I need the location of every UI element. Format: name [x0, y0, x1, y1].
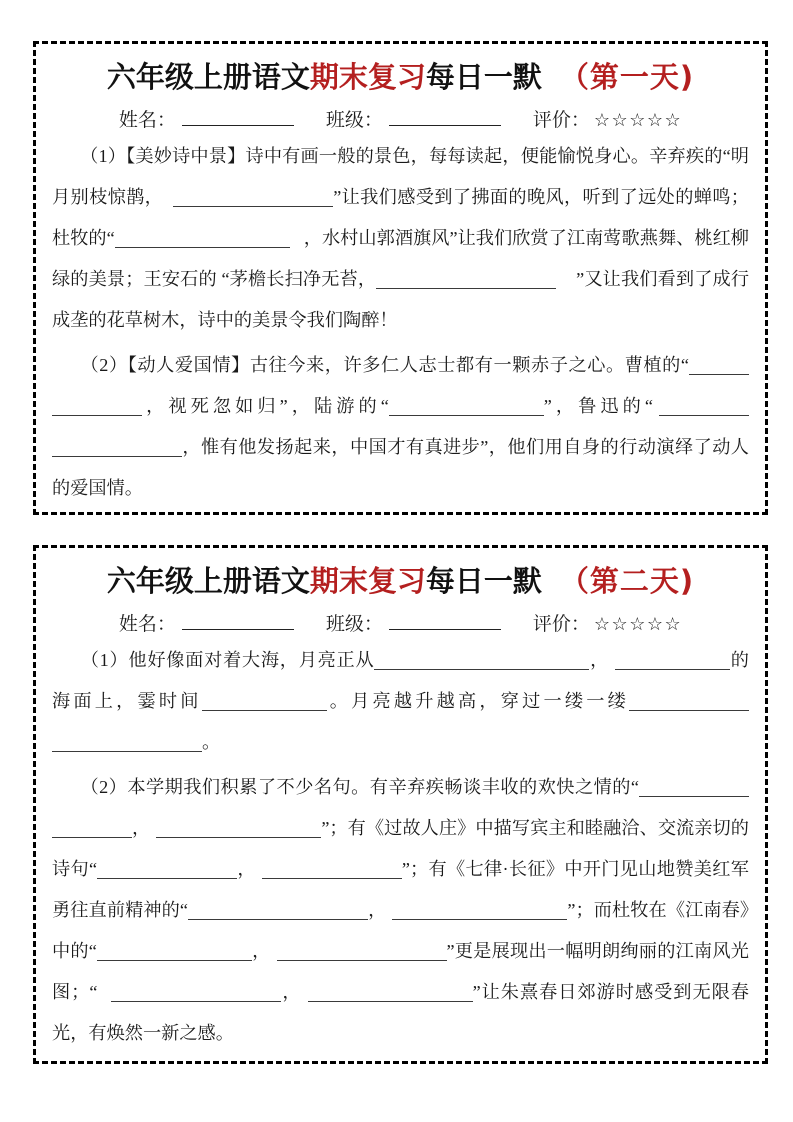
question-1-segment-5: 。	[202, 732, 221, 753]
answer-blank[interactable]	[52, 436, 182, 457]
question-1-segment-3: 的海面上，霎时间	[52, 650, 749, 712]
question-2-segment-7: ”；而杜牧在《江南春》中的“	[52, 900, 749, 962]
answer-blank[interactable]	[52, 395, 142, 416]
question-2-day-2	[52, 767, 749, 1054]
question-2-segment-4: ，	[237, 859, 256, 880]
question-1-number: （1）	[80, 146, 127, 167]
question-1-segment-3: ，水村山郭酒旗风”让我们欣赏了江南莺歌燕舞、桃红柳绿的美景；王安石的 “茅檐长扫净无苔，	[52, 228, 749, 290]
page-title-day-1	[52, 58, 749, 97]
question-2-segment-5: ”；有《七律·长征》中开门见山地赞美红军勇往直前精神的“	[52, 859, 749, 921]
question-1-day-2	[52, 640, 749, 763]
name-label: 姓名：	[118, 614, 176, 636]
question-2-segment-3: ”；有《过故人庄》中描写宾主和睦融洽、交流亲切的诗句“	[52, 818, 749, 880]
worksheet-card-day-2	[33, 545, 768, 1064]
student-meta-row-day-1	[52, 105, 749, 132]
answer-blank[interactable]	[262, 858, 402, 879]
question-2-segment-9: ”更是展现出一幅明朗绚丽的江南风光图；“	[52, 941, 749, 1003]
question-2-number: （2）	[80, 355, 128, 376]
answer-blank[interactable]	[52, 731, 202, 752]
star-rating-icon[interactable]: ☆☆☆☆☆	[593, 614, 683, 635]
question-1-day-1	[52, 136, 749, 341]
question-1-text	[52, 640, 749, 763]
answer-blank[interactable]	[376, 268, 556, 289]
answer-blank[interactable]	[689, 354, 749, 375]
answer-blank[interactable]	[389, 395, 544, 416]
answer-blank[interactable]	[52, 817, 132, 838]
question-1-text	[52, 136, 749, 341]
question-2-segment-11: ”让朱熹春日郊游时感受到无限春光，有焕然一新之感。	[52, 982, 749, 1044]
question-1-segment-2: ”让我们感受到了拂面的晚风，听到了远处的蝉鸣；杜牧的“	[52, 187, 749, 249]
student-meta-row-day-2	[52, 609, 749, 636]
name-input-blank[interactable]	[182, 612, 294, 630]
question-2-day-1	[52, 345, 749, 509]
title-day-label: （第二天)	[559, 564, 695, 598]
title-red-emphasis: 期末复习	[309, 60, 426, 94]
worksheet-card-day-1	[33, 41, 768, 515]
question-2-segment-10: ，	[281, 982, 302, 1003]
question-2-text	[52, 767, 749, 1054]
answer-blank[interactable]	[115, 227, 290, 248]
answer-blank[interactable]	[111, 981, 281, 1002]
name-input-blank[interactable]	[182, 108, 294, 126]
title-black-suffix: 每日一默	[425, 60, 542, 94]
question-1-tag: 【美妙诗中景】	[126, 146, 246, 167]
rating-label: 评价：	[532, 614, 590, 636]
answer-blank[interactable]	[277, 940, 447, 961]
page-title-day-2	[52, 562, 749, 601]
question-2-segment-2: ，视死忽如归”，陆游的“	[142, 396, 389, 417]
question-1-segment-1: 他好像面对着大海，月亮正从	[128, 650, 375, 671]
question-2-tag: 【动人爱国情】	[127, 355, 250, 376]
question-1-segment-1: 诗中有画一般的景色，每每读起，便能愉悦身心。辛弃疾的“明月别枝惊鹊，	[52, 146, 749, 208]
question-2-segment-8: ，	[251, 941, 271, 962]
answer-blank[interactable]	[97, 858, 237, 879]
answer-blank[interactable]	[188, 899, 368, 920]
name-label: 姓名：	[118, 110, 176, 132]
answer-blank[interactable]	[308, 981, 473, 1002]
question-2-segment-1: 古往今来，许多仁人志士都有一颗赤子之心。曹植的“	[249, 355, 689, 376]
question-1-segment-4: ”又让我们看到了成行成垄的花草树木，诗中的美景令我们陶醉！	[52, 269, 750, 331]
question-2-segment-3: ”，鲁迅的“	[543, 396, 653, 417]
question-1-segment-2: ，	[589, 650, 610, 671]
question-1-number: （1）	[80, 650, 129, 671]
rating-label: 评价：	[532, 110, 590, 132]
question-2-segment-4: ，惟有他发扬起来，中国才有真进步”，他们用自身的行动演绎了动人的爱国情。	[52, 437, 749, 499]
answer-blank[interactable]	[202, 690, 327, 711]
class-input-blank[interactable]	[389, 612, 501, 630]
title-day-label: （第一天)	[559, 60, 695, 94]
class-input-blank[interactable]	[389, 108, 501, 126]
answer-blank[interactable]	[374, 649, 589, 670]
class-label: 班级：	[325, 614, 383, 636]
answer-blank[interactable]	[156, 817, 321, 838]
class-label: 班级：	[325, 110, 383, 132]
question-2-segment-1: 本学期我们积累了不少名句。有辛弃疾畅谈丰收的欢快之情的“	[127, 777, 639, 798]
title-black-prefix: 六年级上册语文	[106, 60, 310, 94]
answer-blank[interactable]	[173, 186, 333, 207]
answer-blank[interactable]	[629, 690, 749, 711]
title-red-emphasis: 期末复习	[309, 564, 426, 598]
answer-blank[interactable]	[639, 776, 749, 797]
question-2-text	[52, 345, 749, 509]
question-2-segment-2: ，	[132, 818, 151, 839]
question-1-segment-4: 。月亮越升越高，穿过一缕一缕	[326, 691, 629, 712]
answer-blank[interactable]	[659, 395, 749, 416]
answer-blank[interactable]	[97, 940, 252, 961]
answer-blank[interactable]	[392, 899, 567, 920]
question-2-number: （2）	[80, 777, 128, 798]
answer-blank[interactable]	[615, 649, 730, 670]
question-2-segment-6: ，	[368, 900, 387, 921]
star-rating-icon[interactable]: ☆☆☆☆☆	[593, 110, 683, 131]
title-black-prefix: 六年级上册语文	[106, 564, 310, 598]
title-black-suffix: 每日一默	[425, 564, 542, 598]
